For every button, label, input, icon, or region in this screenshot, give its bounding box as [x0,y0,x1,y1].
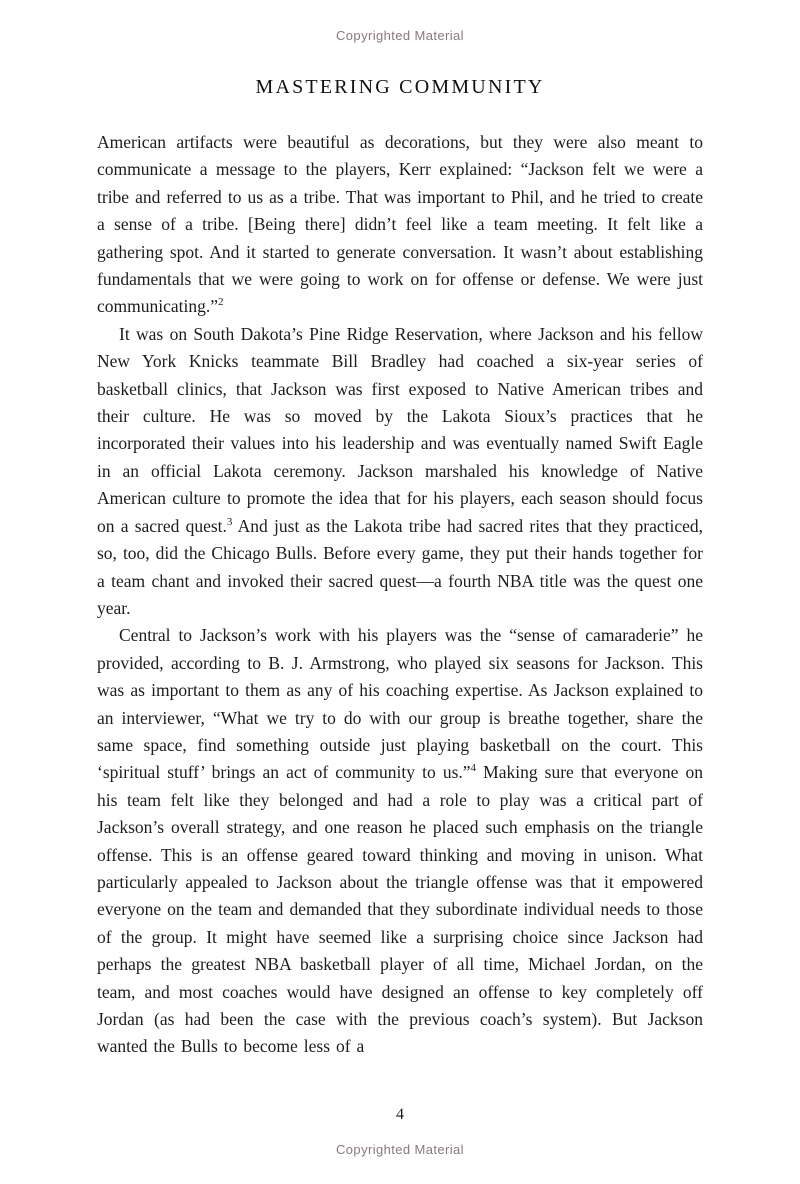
paragraph-2 [97,321,703,622]
copyright-notice-bottom: Copyrighted Material [336,1142,464,1157]
paragraph-2-text-b: And just as the Lakota tribe had sacred rites that they practiced, so, too, did the Chicago Bulls. Before every game, they put their hands together for a team chant and invoked their sacred quest—a fourth NBA title was the quest one year. [97,515,703,618]
copyright-notice-top: Copyrighted Material [336,28,464,43]
paragraph-3-text-b: Making sure that everyone on his team felt like they belonged and had a role to play was a critical part of Jackson’s overall strategy, and one reason he placed such emphasis on the triangle offense. This is an offense geared toward thinking and moving in unison. What particularly appealed to Jackson about the triangle offense was that it empowered everyone on the team and demanded that they subordinate individual needs to those of the group. It might have seemed like a surprising choice since Jackson had perhaps the greatest NBA basketball player of all time, Michael Jordan, on the team, and most coaches would have designed an offense to key completely off Jordan (as had been the case with the previous coach’s system). But Jackson wanted the Bulls to become less of a [97,762,704,1057]
chapter-title: MASTERING COMMUNITY [255,76,545,98]
page-number: 4 [396,1106,404,1123]
paragraph-3-text-a: Central to Jackson’s work with his players was the “sense of camaraderie” he provided, according to B. J. Armstrong, who played six seasons for Jackson. This was as important to them as any of his coaching expertise. As Jackson explained to an interviewer, “What we try to do with our group is breathe together, share the same space, find something outside just playing basketball on the court. This ‘spiritual stuff’ brings an act of community to us.” [97,625,703,783]
footnote-ref-2: 2 [218,296,224,309]
paragraph-1-text: American artifacts were beautiful as decorations, but they were also meant to communicate a message to the players, Kerr explained: “Jackson felt we were a tribe and referred to us as a tribe. That was important to Phil, and he tried to create a sense of a tribe. [Being there] didn’t feel like a team meeting. It felt like a gathering spot. And it started to generate conversation. It wasn’t about establishing fundamentals that we were going to work on for offense or defense. We were just communicating.” [97,132,703,317]
body-text [97,129,703,1061]
footnote-ref-4: 4 [470,762,477,775]
footnote-ref-3: 3 [226,515,233,528]
paragraph-1 [97,129,703,321]
paragraph-2-text-a: It was on South Dakota’s Pine Ridge Reservation, where Jackson and his fellow New York Knicks teammate Bill Bradley had coached a six-year series of basketball clinics, that Jackson was first exposed to Native American tribes and their culture. He was so moved by the Lakota Sioux’s practices that he incorporated their values into his leadership and was eventually named Swift Eagle in an official Lakota ceremony. Jackson marshaled his knowledge of Native American culture to promote the idea that for his players, each season should focus on a sacred quest. [97,323,703,536]
paragraph-3 [97,622,703,1061]
